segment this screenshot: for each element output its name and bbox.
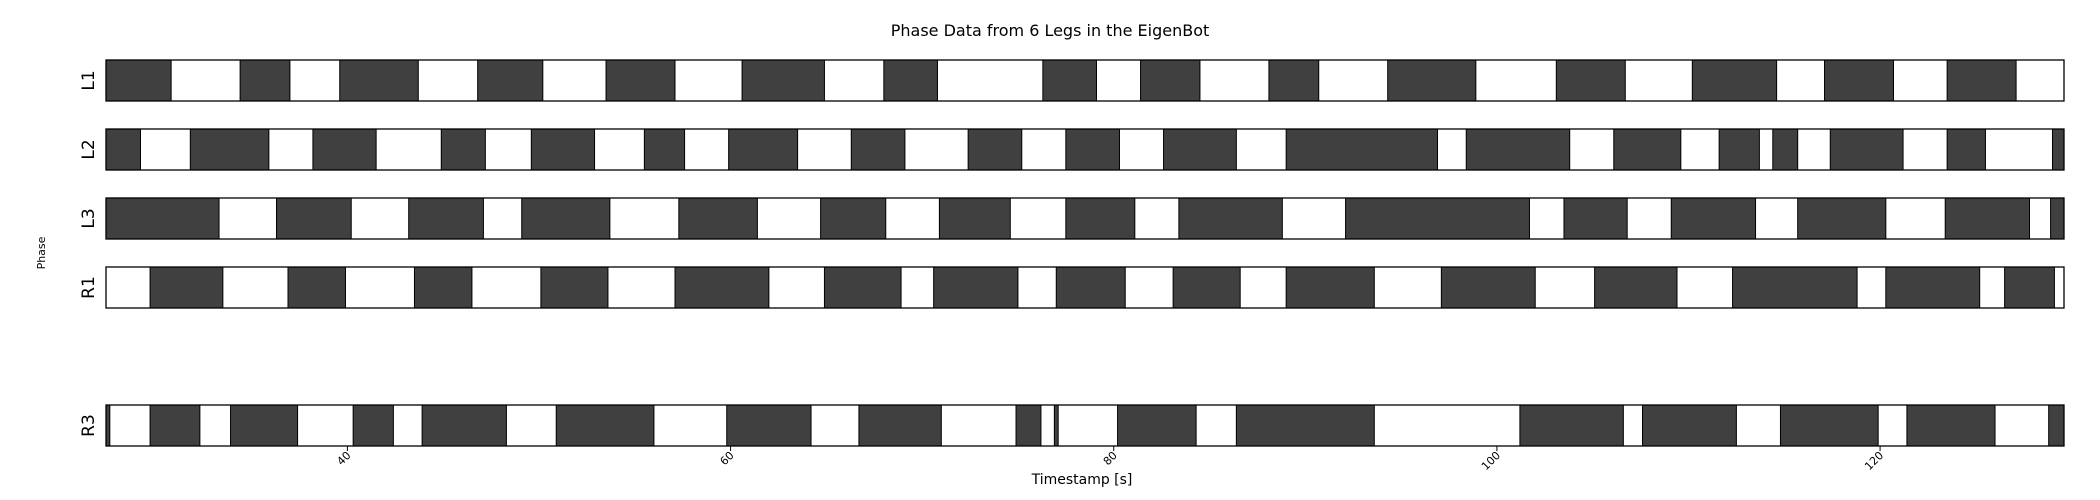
- stance-segment: [1733, 267, 1858, 308]
- stance-segment: [1118, 405, 1197, 446]
- stance-segment: [414, 267, 471, 308]
- stance-segment: [106, 129, 140, 170]
- y-axis-label: Phase: [35, 236, 48, 270]
- x-tick-label: 40: [334, 448, 354, 469]
- stance-segment: [1798, 198, 1886, 239]
- leg-row-r1: [79, 267, 2064, 308]
- stance-segment: [851, 129, 905, 170]
- stance-segment: [1441, 267, 1535, 308]
- leg-row-l2: [79, 129, 2064, 170]
- stance-segment: [968, 129, 1022, 170]
- stance-segment: [353, 405, 393, 446]
- stance-segment: [478, 60, 543, 101]
- stance-segment: [1179, 198, 1282, 239]
- stance-segment: [1286, 129, 1437, 170]
- x-tick-label: 100: [1478, 448, 1504, 473]
- stance-segment: [606, 60, 675, 101]
- stance-segment: [1066, 198, 1135, 239]
- stance-segment: [1236, 405, 1374, 446]
- stance-segment: [1643, 405, 1737, 446]
- leg-row-l1: [79, 60, 2064, 101]
- stance-segment: [1520, 405, 1623, 446]
- leg-row-r3: [79, 405, 2064, 446]
- x-tick-label: 80: [1100, 448, 1120, 469]
- stance-segment: [1269, 60, 1319, 101]
- stance-segment: [1947, 60, 2016, 101]
- stance-segment: [675, 267, 769, 308]
- stance-segment: [1825, 60, 1894, 101]
- leg-label-l2: L2: [79, 139, 99, 160]
- stance-segment: [679, 198, 758, 239]
- stance-segment: [240, 60, 290, 101]
- stance-segment: [1719, 129, 1759, 170]
- leg-label-r3: R3: [79, 414, 99, 437]
- stance-segment: [409, 198, 484, 239]
- stance-segment: [729, 129, 798, 170]
- stance-segment: [1773, 129, 1798, 170]
- stance-segment: [1286, 267, 1374, 308]
- x-tick-label: 120: [1862, 448, 1887, 473]
- stance-segment: [1043, 60, 1097, 101]
- stance-segment: [1141, 60, 1200, 101]
- stance-segment: [106, 198, 219, 239]
- stance-segment: [1466, 129, 1569, 170]
- stance-segment: [1388, 60, 1476, 101]
- stance-segment: [190, 129, 269, 170]
- stance-segment: [1164, 129, 1237, 170]
- stance-segment: [422, 405, 506, 446]
- x-axis-label: Timestamp [s]: [1031, 472, 1133, 488]
- leg-label-r1: R1: [79, 276, 99, 299]
- stance-segment: [1947, 129, 1985, 170]
- stance-segment: [2049, 405, 2064, 446]
- stance-segment: [884, 60, 938, 101]
- leg-row-l3: [79, 198, 2064, 239]
- stance-segment: [1671, 198, 1755, 239]
- stance-segment: [1614, 129, 1681, 170]
- chart-title: Phase Data from 6 Legs in the EigenBot: [890, 21, 1210, 40]
- stance-segment: [1066, 129, 1120, 170]
- stance-segment: [106, 60, 171, 101]
- x-tick-label: 60: [717, 448, 737, 469]
- leg-label-l1: L1: [79, 70, 99, 91]
- stance-segment: [150, 405, 200, 446]
- stance-segment: [340, 60, 419, 101]
- stance-segment: [934, 267, 1018, 308]
- stance-segment: [231, 405, 298, 446]
- stance-segment: [1595, 267, 1677, 308]
- stance-segment: [1945, 198, 2029, 239]
- stance-segment: [313, 129, 376, 170]
- stance-segment: [1016, 405, 1041, 446]
- stance-segment: [939, 198, 1010, 239]
- stance-segment: [1056, 267, 1125, 308]
- stance-segment: [1054, 405, 1058, 446]
- stance-segment: [1830, 129, 1903, 170]
- stance-segment: [441, 129, 485, 170]
- stance-segment: [541, 267, 608, 308]
- stance-segment: [1907, 405, 1995, 446]
- stance-segment: [2051, 198, 2064, 239]
- leg-rows: [79, 60, 2064, 446]
- stance-segment: [531, 129, 594, 170]
- stance-segment: [1346, 198, 1530, 239]
- stance-segment: [2005, 267, 2055, 308]
- stance-segment: [727, 405, 811, 446]
- stance-segment: [277, 198, 352, 239]
- stance-segment: [522, 198, 610, 239]
- stance-segment: [1564, 198, 1627, 239]
- stance-segment: [1692, 60, 1776, 101]
- stance-segment: [1780, 405, 1878, 446]
- stance-segment: [742, 60, 824, 101]
- stance-segment: [1556, 60, 1625, 101]
- stance-segment: [2053, 129, 2064, 170]
- leg-label-l3: L3: [79, 208, 99, 229]
- swing-background: [106, 405, 2064, 446]
- stance-segment: [644, 129, 684, 170]
- stance-segment: [824, 267, 901, 308]
- stance-segment: [1173, 267, 1240, 308]
- x-axis: [334, 446, 1886, 473]
- stance-segment: [556, 405, 654, 446]
- stance-segment: [1886, 267, 1980, 308]
- stance-segment: [288, 267, 345, 308]
- stance-segment: [821, 198, 886, 239]
- stance-segment: [859, 405, 941, 446]
- stance-segment: [150, 267, 223, 308]
